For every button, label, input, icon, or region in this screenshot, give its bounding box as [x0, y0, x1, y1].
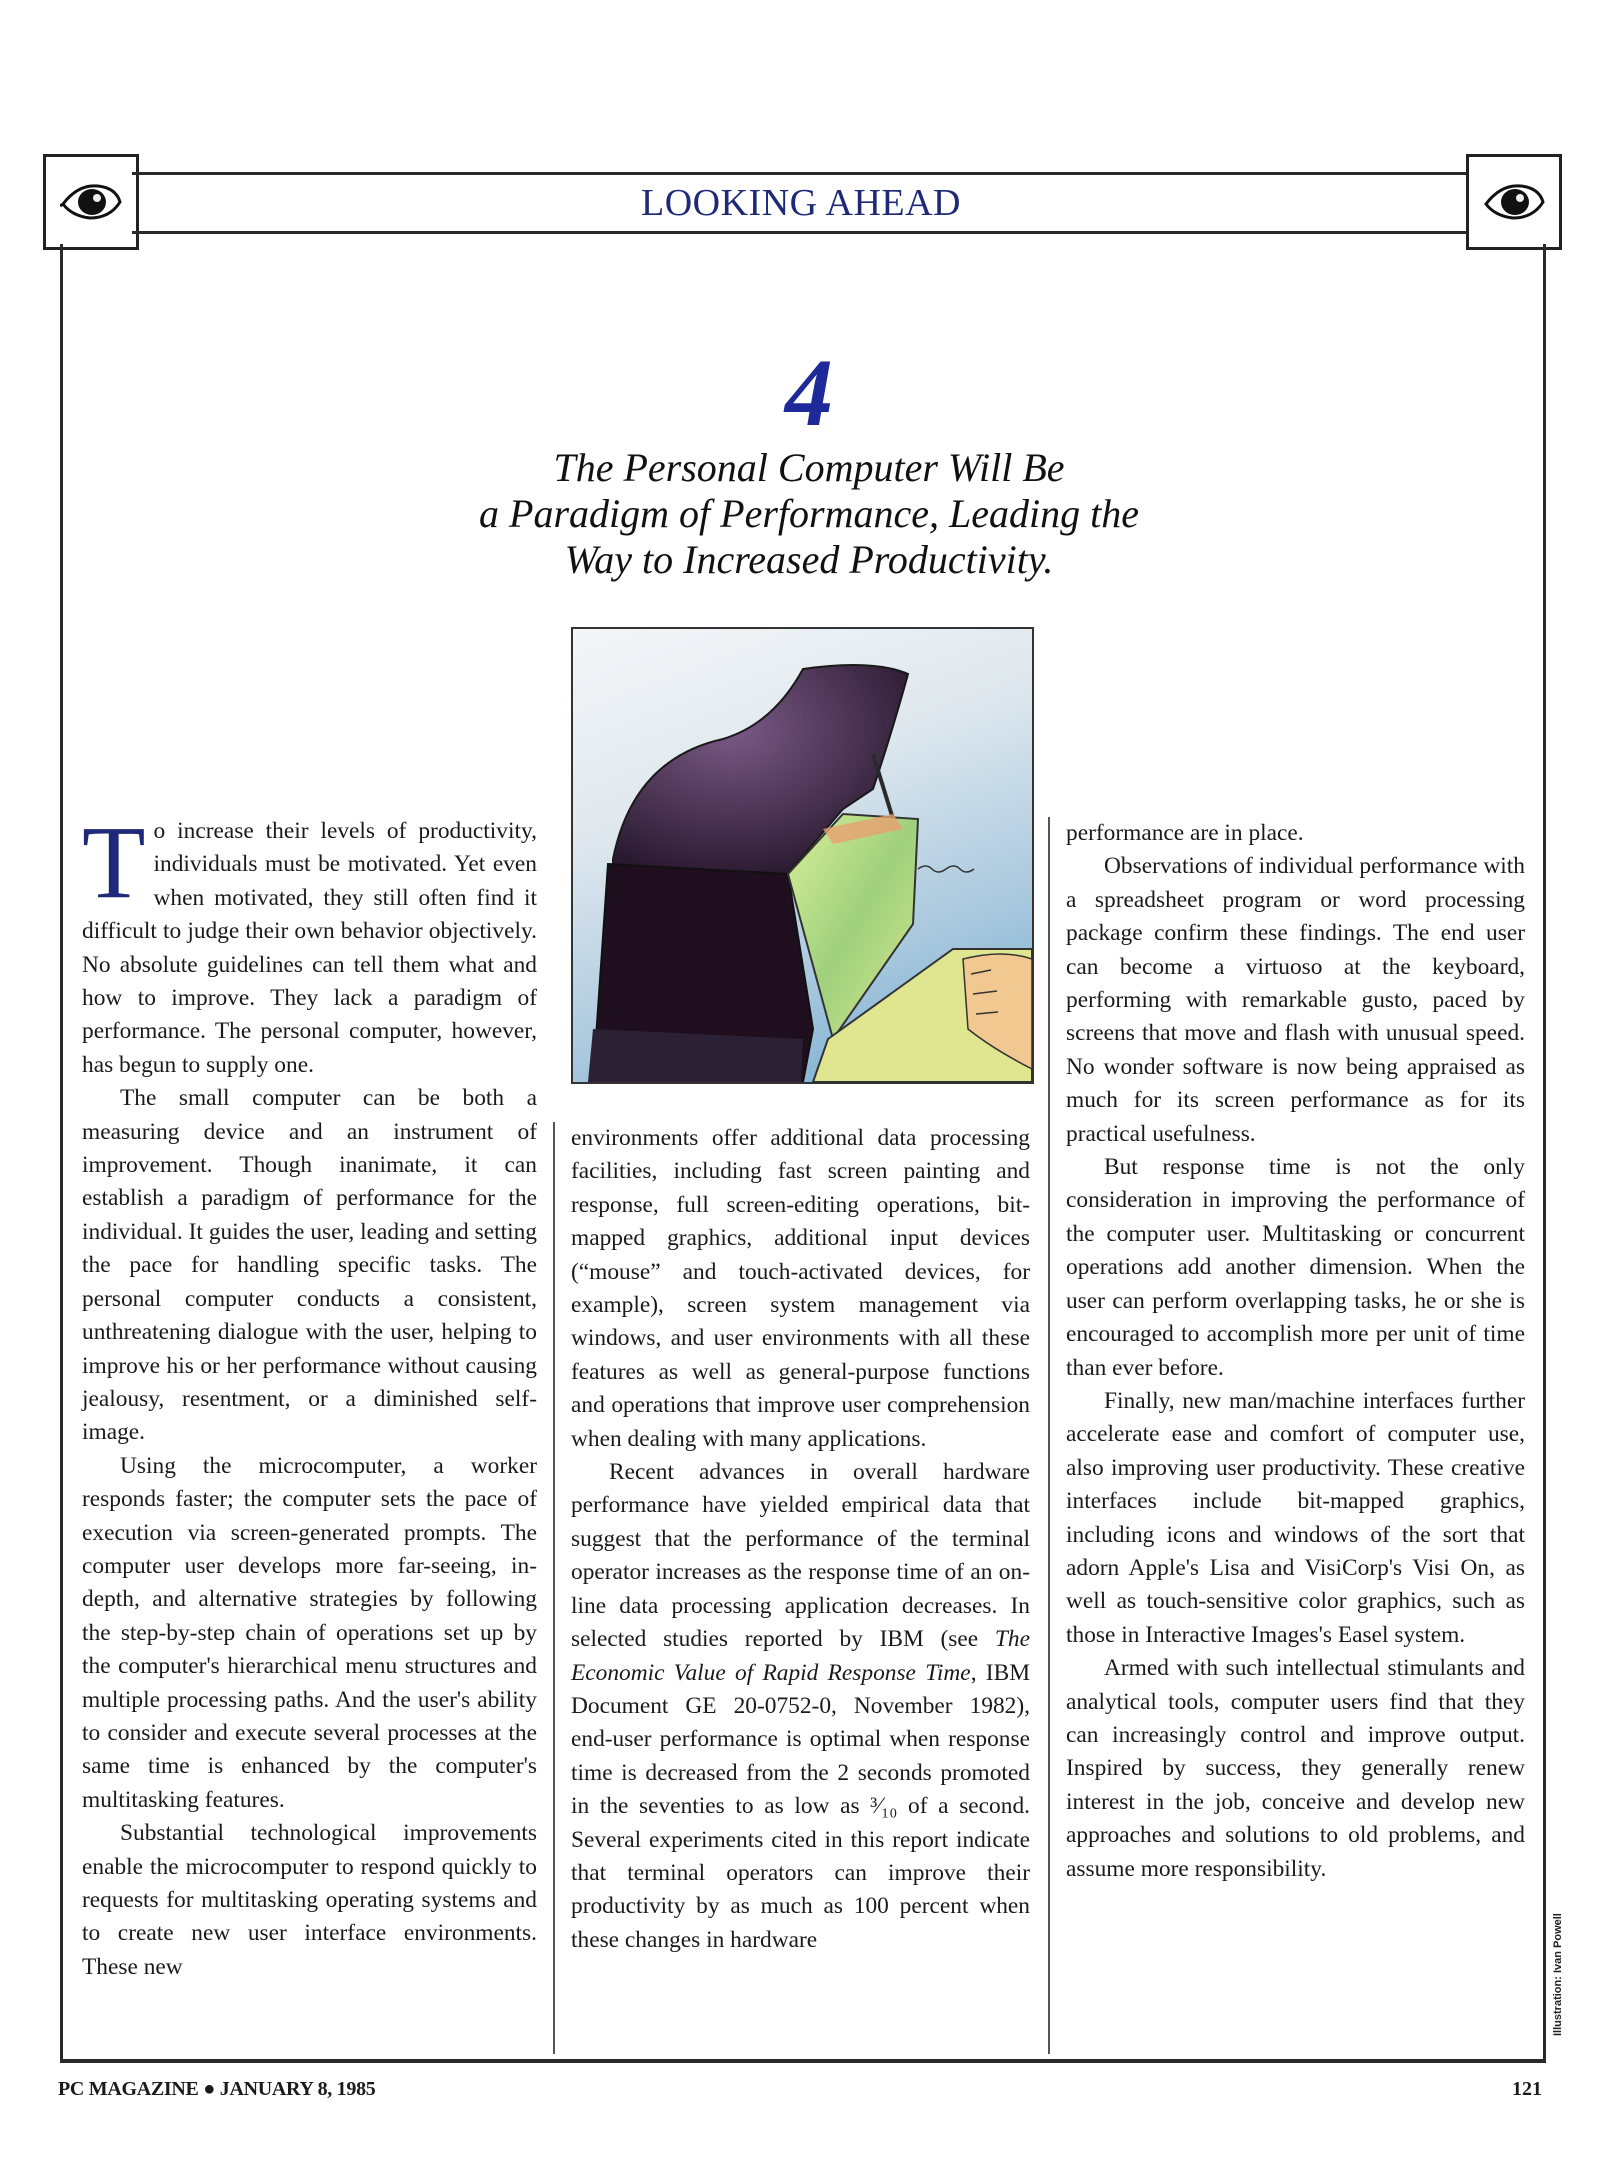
eye-icon-box-right [1466, 154, 1562, 250]
headline-line: The Personal Computer Will Be [553, 445, 1065, 490]
article-headline [0, 445, 1618, 583]
paragraph: Armed with such intellectual stimulants and analytical tools, computer users find that they can increasingly control and improve output. Inspired by success, they generally renew interest in the job, conceive and develop new approaches and solutions to old problems, and assume more responsibility. [1066, 1655, 1525, 1882]
paragraph-text: o increase their levels of productivity, individuals must be motivated. Yet even when motivated, they still often find it difficult to judge their own behavior objectively. No absolute guidelines can tell them what and how to improve. They lack a paradigm of performance. The personal computer, however, has begun to supply one. [82, 818, 537, 1078]
illustration-artwork [573, 629, 1032, 1082]
paragraph-text: Recent advances in overall hardware performance have yielded empirical data that suggest that the performance of the terminal operator increases as the response time of an on-line data processing application decreases. In selected studies reported by IBM (see [571, 1459, 1030, 1653]
paragraph: performance are in place. [1066, 820, 1304, 846]
paragraph: Substantial technological improvements enable the microcomputer to respond quickly to requests for multitasking operating systems and to create new user interface environments. These new [82, 1820, 537, 1980]
headline-line: Way to Increased Productivity. [564, 537, 1054, 582]
paragraph [571, 1456, 1030, 1957]
column-divider [553, 1122, 555, 2054]
headline-line: a Paradigm of Performance, Leading the [479, 491, 1139, 536]
article-column-2 [571, 1122, 1030, 1957]
drop-cap: T [82, 805, 146, 920]
column-divider [1048, 817, 1050, 2054]
page-number: 121 [1512, 2078, 1542, 2100]
paragraph: Using the microcomputer, a worker responds faster; the computer sets the pace of execution via screen-generated prompts. The computer user develops more far-seeing, in-depth, and alternative strategies by following the step-by-step chain of operations set up by the computer's hierarchical menu structures and multiple processing paths. And the user's ability to consider and execute several processes at the same time is enhanced by the computer's multitasking features. [82, 1452, 537, 1813]
cited-document-title: The Economic Value of Rapid Response Time [571, 1626, 1030, 1686]
article-column-3 [1066, 817, 1525, 1886]
paragraph: The small computer can be both a measuring device and an instrument of improvement. Though inanimate, it can establish a paradigm of performance for the individual. It guides the user, leading and setting the pace for handling specific tasks. The personal computer conducts a consistent, unthreatening dialogue with the user, helping to improve his or her performance without causing jealousy, resentment, or a diminished self-image. [82, 1085, 537, 1446]
section-title: LOOKING AHEAD [641, 182, 961, 224]
eye-icon [1483, 182, 1545, 222]
article-column-1 [82, 805, 537, 1984]
paragraph-text: , IBM Document GE 20-0752-0, November 1982), end-user performance is optimal when response time is decreased from the 2 seconds promoted in the seventies to as low as ³⁄₁₀ of a second. Several experiments cited in this report indicate that terminal operators can improve their productivity by as much as 100 percent when these changes in hardware [571, 1659, 1030, 1953]
section-banner [132, 172, 1470, 234]
article-number: 4 [785, 339, 833, 446]
publication-footer: PC MAGAZINE ● JANUARY 8, 1985 [58, 2078, 376, 2100]
piano-computer-illustration [571, 627, 1034, 1084]
illustration-credit: Illustration: Ivan Powell [1552, 1913, 1564, 2036]
paragraph: But response time is not the only consideration in improving the performance of the computer user. Multitasking or concurrent operations add another dimension. When the user can perform overlapping tasks, he or she is encouraged to accomplish more per unit of time than ever before. [1066, 1154, 1525, 1381]
paragraph [82, 805, 537, 1082]
paragraph: Observations of individual performance with a spreadsheet program or word processing package confirm these findings. The end user can become a virtuoso at the keyboard, performing with remarkable gusto, paced by screens that move and flash with unusual speed. No wonder software is now being appraised as much for its screen performance as for its practical usefulness. [1066, 853, 1525, 1147]
eye-icon [60, 182, 122, 222]
paragraph: Finally, new man/machine interfaces further accelerate ease and comfort of computer use, also improving user productivity. These creative interfaces include bit-mapped graphics, including icons and windows of the sort that adorn Apple's Lisa and VisiCorp's Visi On, as well as touch-sensitive color graphics, such as those in Interactive Images's Easel system. [1066, 1387, 1525, 1648]
eye-icon-box-left [43, 154, 139, 250]
paragraph: environments offer additional data processing facilities, including fast screen painting and response, full screen-editing operations, bit-mapped graphics, additional input devices (“mouse” and touch-activated devices, for example), screen system management via windows, and user environments with all these features as well as general-purpose functions and operations that improve user comprehension when dealing with many applications. [571, 1125, 1030, 1452]
